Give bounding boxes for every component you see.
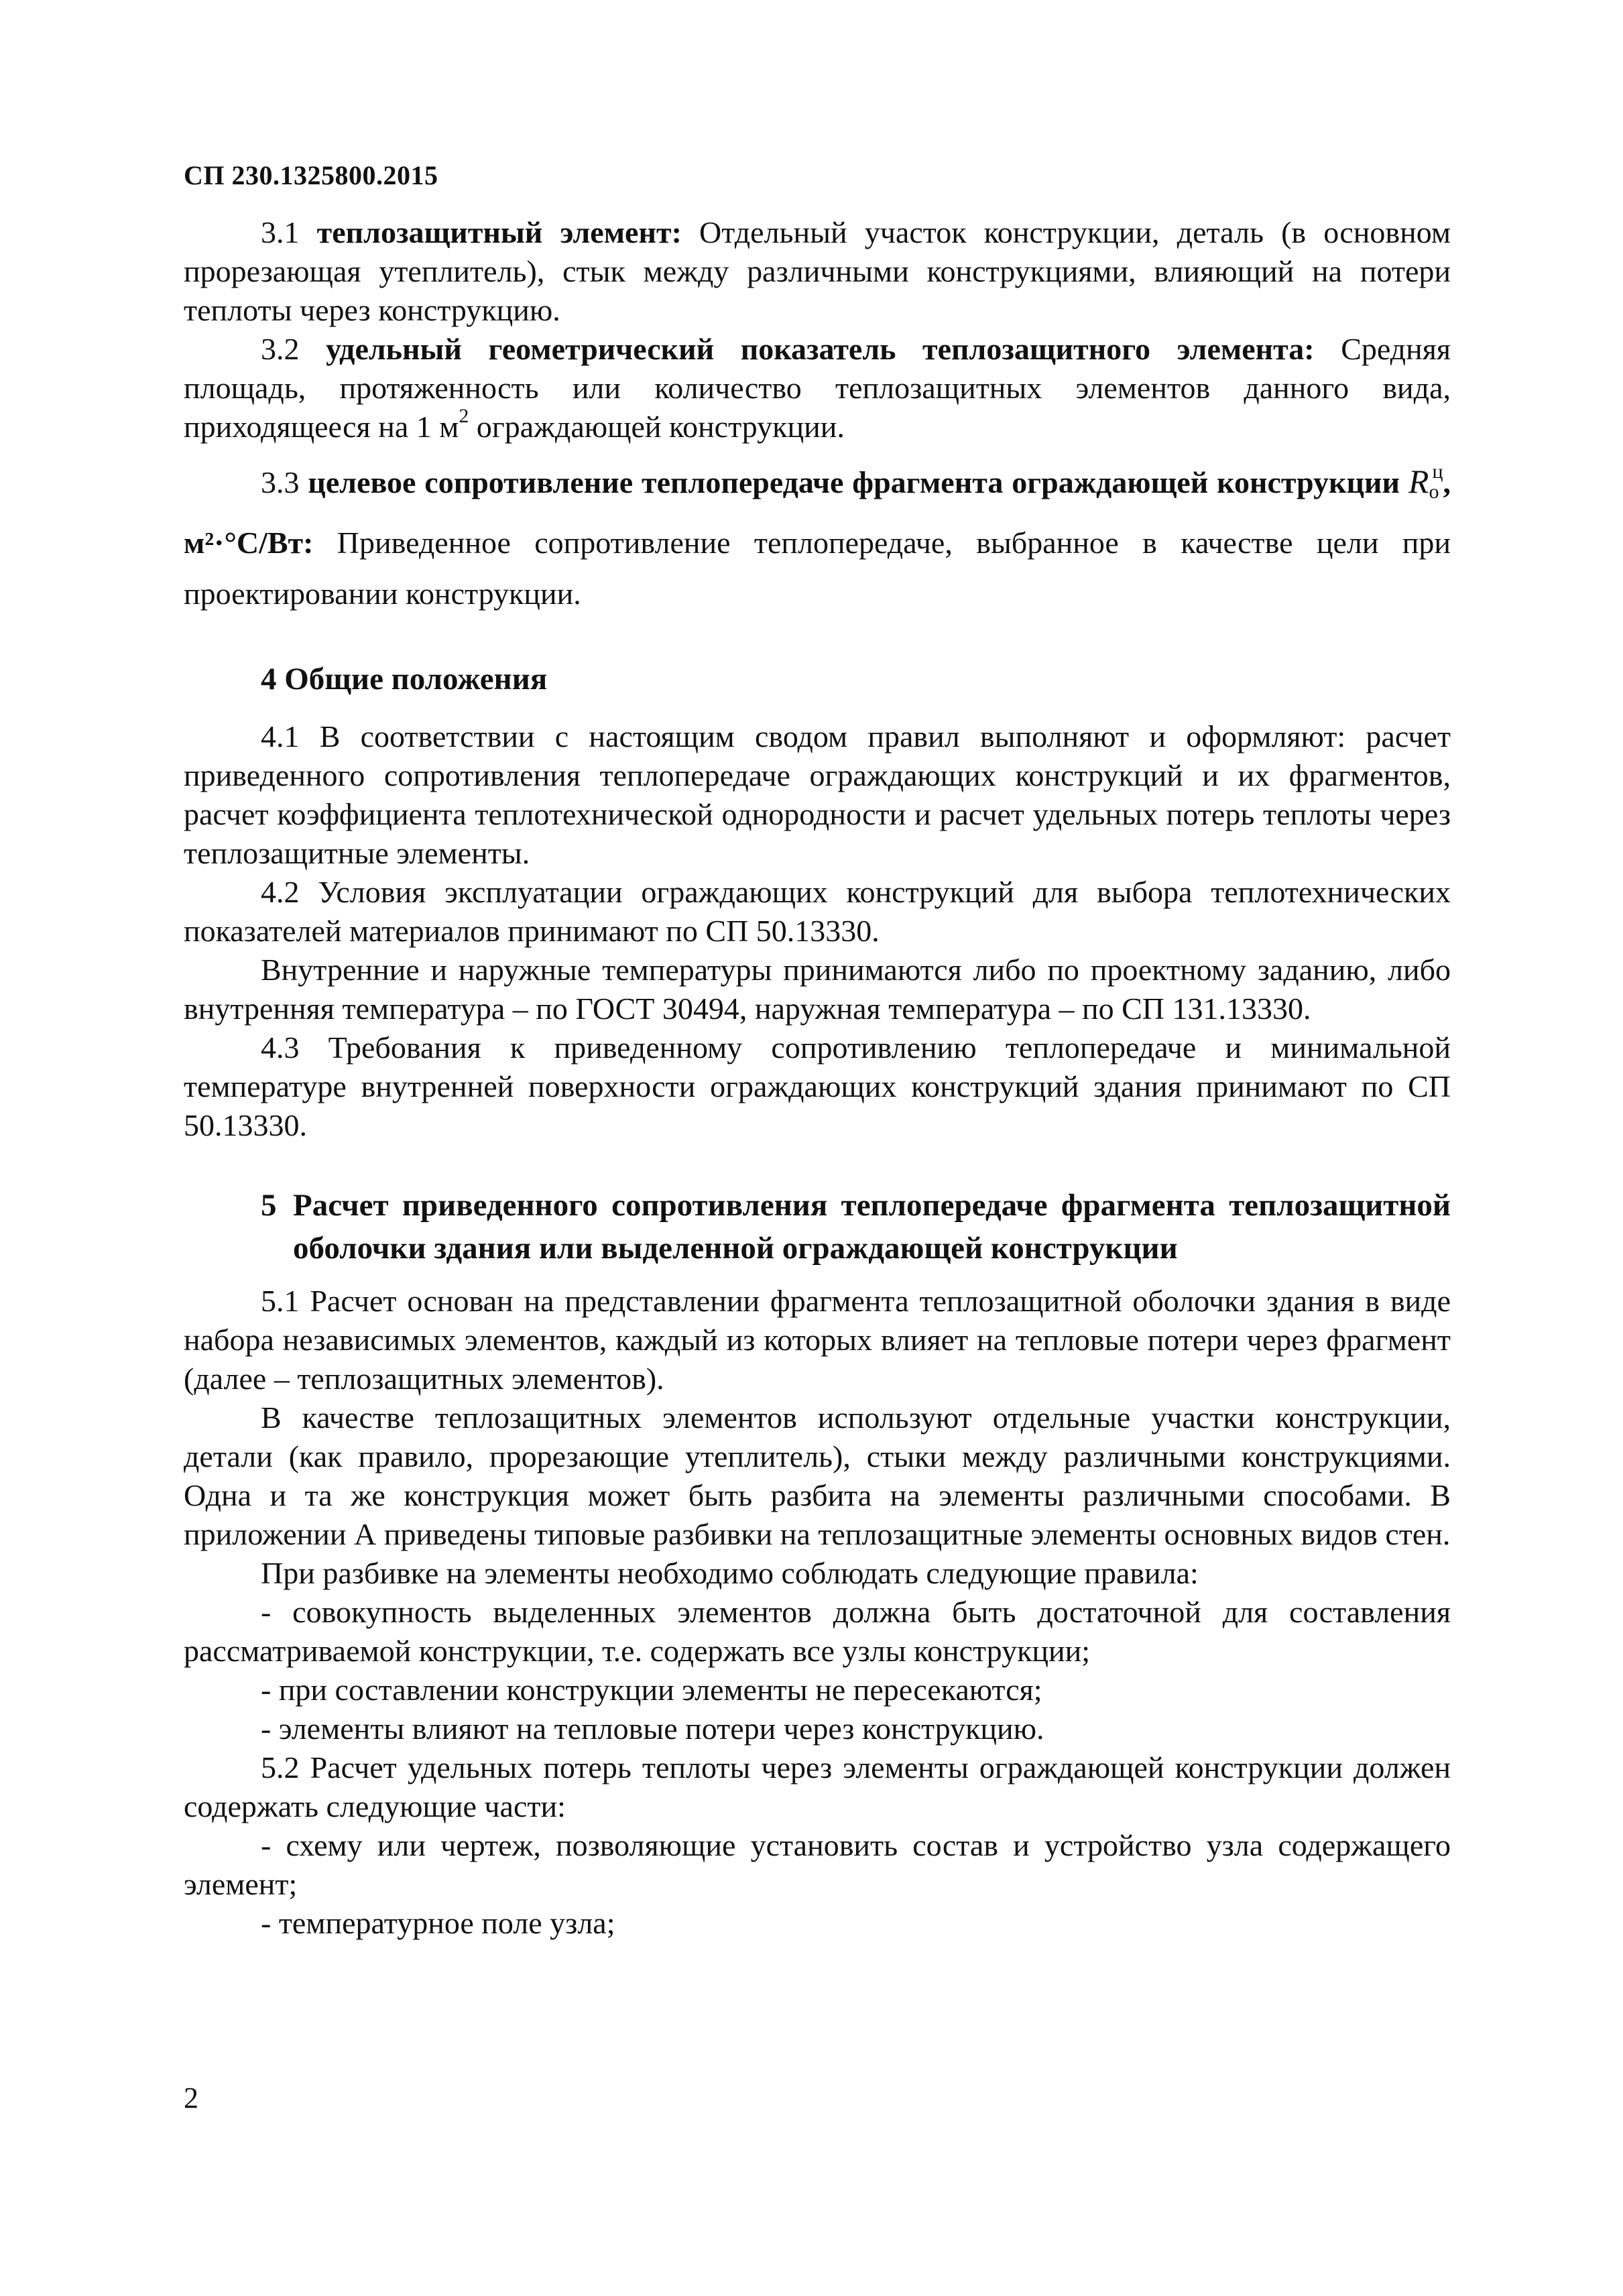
clause-5-1-elements: В качестве теплозащитных элементов используют отдельные участки конструкции, детали (как правило, прорезающие утеплитель), стыки между различными конструкциями. Одна и та же конструкция может быть разбита на элементы различными способами. В приложении А приведены типовые разбивки на теплозащитные элементы основных видов стен. <box>184 1400 1451 1551</box>
page-number: 2 <box>184 2081 198 2114</box>
term: теплозащитный элемент: <box>316 215 682 249</box>
symbol-subscript: о <box>1429 481 1439 503</box>
part-item: - схему или чертеж, позволяющие установить состав и устройство узла содержащего элемент; <box>184 1828 1451 1901</box>
clause-3-1 <box>184 213 1451 330</box>
symbol-superscript: ц <box>1432 461 1443 483</box>
document-body <box>184 213 1451 1943</box>
clause-5-1: 5.1 Расчет основан на представлении фрагмента теплозащитной оболочки здания в виде набора независимых элементов, каждый из которых влияет на тепловые потери через фрагмент (далее – теплозащитных элементов). <box>184 1284 1451 1396</box>
section-4-heading: 4 Общие положения <box>261 662 548 697</box>
clause-4-2-temperatures: Внутренние и наружные температуры принимаются либо по проектному заданию, либо внутренняя температура – по ГОСТ 30494, наружная температура – по СП 131.13330. <box>184 953 1451 1026</box>
clause-number: 3.3 <box>261 465 300 499</box>
definition-text: Средняя площадь, протяженность или количество теплозащитных элементов данного вида, приходящееся на 1 м <box>184 332 1451 444</box>
term: целевое сопротивление теплопередаче фрагмента ограждающей конструкции <box>308 465 1400 499</box>
term: удельный геометрический показатель теплозащитного элемента: <box>326 332 1315 366</box>
section-title: Расчет приведенного сопротивления теплопередаче фрагмента теплозащитной оболочки здания или выделенной ограждающей конструкции <box>293 1188 1451 1266</box>
clause-5-1-rules-intro: При разбивке на элементы необходимо соблюдать следующие правила: <box>261 1556 1199 1590</box>
unit: , м²·°С/Вт: <box>184 465 1451 560</box>
definition-text: Отдельный участок конструкции, деталь (в основном прорезающая утеплитель), стык между различными конструкциями, влияющий на потери теплоты через конструкцию. <box>184 215 1451 327</box>
clause-number: 3.1 <box>261 215 300 249</box>
section-5-heading <box>184 1184 1451 1270</box>
clause-number: 3.2 <box>261 332 300 366</box>
clause-4-3: 4.3 Требования к приведенному сопротивлению теплопередаче и минимальной температуре внутренней поверхности ограждающих конструкций здания принимают по СП 50.13330. <box>184 1030 1451 1142</box>
definition-text-end: ограждающей конструкции. <box>476 410 845 444</box>
rule-item: - совокупность выделенных элементов должна быть достаточной для составления рассматриваемой конструкции, т.е. содержать все узлы конструкции; <box>184 1595 1451 1668</box>
document-code: СП 230.1325800.2015 <box>184 160 438 190</box>
section-number: 5 <box>261 1188 277 1223</box>
definition-text: Приведенное сопротивление теплопередаче, выбранное в качестве цели при проектировании конструкции. <box>184 526 1451 611</box>
symbol-r-target <box>1408 461 1443 503</box>
clause-5-2: 5.2 Расчет удельных потерь теплоты через элементы ограждающей конструкции должен содержать следующие части: <box>184 1750 1451 1823</box>
superscript: 2 <box>459 405 469 427</box>
symbol-base: R <box>1408 463 1429 500</box>
clause-4-1: 4.1 В соответствии с настоящим сводом правил выполняют и оформляют: расчет приведенного сопротивления теплопередаче ограждающих конструкций и их фрагментов, расчет коэффициента теплотехнической однородности и расчет удельных потерь теплоты через теплозащитные элементы. <box>184 719 1451 870</box>
clause-3-3 <box>184 446 1451 619</box>
clause-3-2 <box>184 330 1451 446</box>
rule-item: - элементы влияют на тепловые потери через конструкцию. <box>261 1711 1044 1746</box>
part-item: - температурное поле узла; <box>261 1906 615 1940</box>
clause-4-2: 4.2 Условия эксплуатации ограждающих конструкций для выбора теплотехнических показателей материалов принимают по СП 50.13330. <box>184 875 1451 948</box>
rule-item: - при составлении конструкции элементы не пересекаются; <box>261 1673 1042 1707</box>
